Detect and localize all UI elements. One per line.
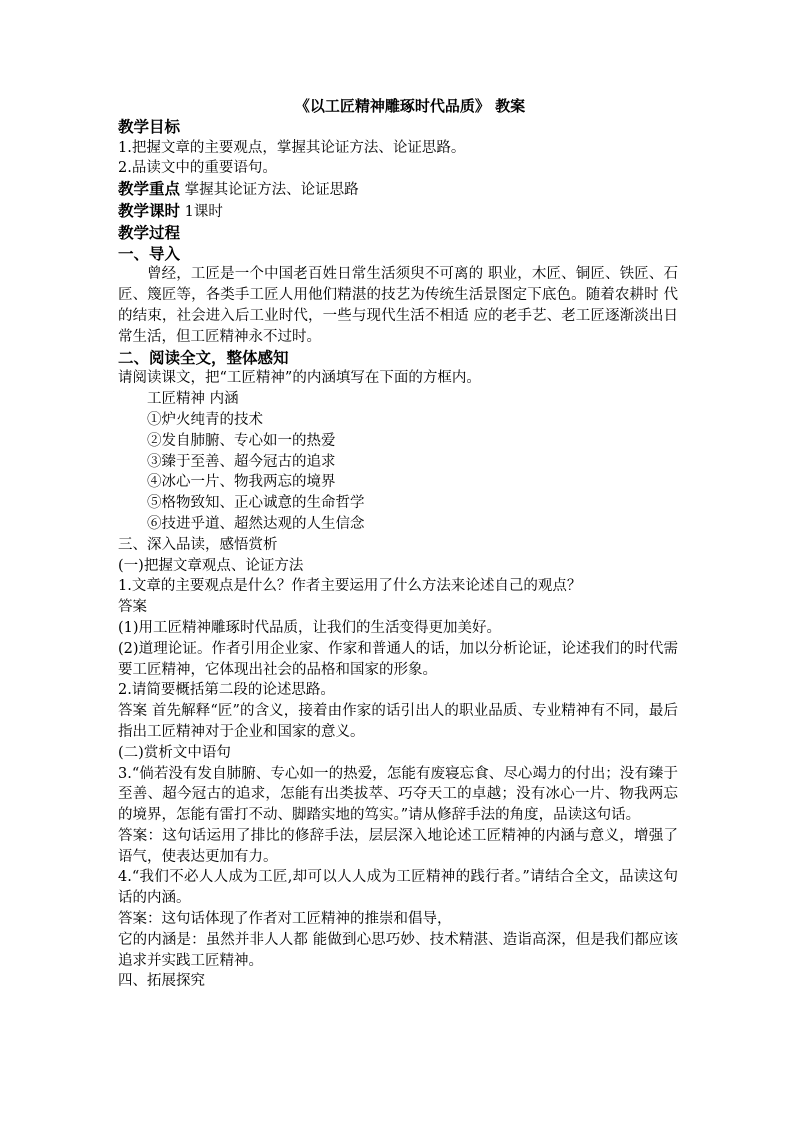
section3-sub2: (二)赏析文中语句 (118, 744, 231, 761)
objective-item-1: 1.把握文章的主要观点，掌握其论证方法、论证思路。 (118, 139, 466, 156)
section2-intro: 请阅读课文，把“工匠精神”的内涵填写在下面的方框内。 (118, 370, 481, 387)
section1-text: 曾经，工匠是一个中国老百姓日常生活须臾不可离的 职业，木匠、铜匠、铁匠、石匠、篾匠等，各类手工匠人用他们精湛的技艺为传统生活景图定下底色。随着农耕时 代的结束，社会进入后工业时代，一些与现代生活不相适 应的老手艺、老工匠逐渐淡出日常生活，但工匠精神永不过时。 (118, 266, 678, 345)
section2-item-6: ⑥技进乎道、超然达观的人生信念 (147, 515, 365, 532)
question-3: 3.“倘若没有发自肺腑、专心如一的热爱，怎能有废寝忘食、尽心竭力的付出；没有臻于至善、超今冠古的追求，怎能有出类拔萃、巧夺天工的卓越；没有冰心一片、物我两忘的境界，怎能有雷打不动、脚踏实地的笃实。”请从修辞手法的角度，品读这句话。 (118, 765, 678, 824)
section1-heading: 一、导入 (118, 243, 181, 263)
objectives-heading: 教学目标 (118, 116, 181, 136)
question-4: 4.“我们不必人人成为工匠,却可以人人成为工匠精神的践行者。”请结合全文，品读这句话的内涵。 (118, 869, 678, 907)
answer-3: 答案：这句话运用了排比的修辞手法，层层深入地论述工匠精神的内涵与意义，增强了语气，使表达更加有力。 (118, 827, 678, 865)
question-2: 2.请简要概括第二段的论述思路。 (118, 682, 335, 699)
document-title: 《以工匠精神雕琢时代品质》 教案 (294, 97, 526, 115)
answer-1-part-2: (2)道理论证。作者引用企业家、作家和普通人的话，加以分析论证，论述我们的时代需要工匠精神，它体现出社会的品格和国家的形象。 (118, 640, 678, 678)
section2-item-1: ①炉火纯青的技术 (147, 411, 263, 428)
answer-1-part-1: (1)用工匠精神雕琢时代品质，让我们的生活变得更加美好。 (118, 619, 502, 636)
focus-text: 掌握其论证方法、论证思路 (180, 182, 359, 199)
section2-item-3: ③臻于至善、超今冠古的追求 (147, 453, 336, 470)
section2-box-title: 工匠精神 内涵 (147, 391, 239, 408)
section2-item-2: ②发自肺腑、专心如一的热爱 (147, 432, 336, 449)
objective-item-2: 2.品读文中的重要语句。 (118, 160, 277, 177)
answer-4-part-2: 它的内涵是：虽然并非人人都 能做到心思巧妙、技术精湛、造诣高深，但是我们都应该追求并实践工匠精神。 (118, 931, 678, 969)
process-heading: 教学过程 (118, 222, 181, 242)
answer-2: 答案 首先解释“匠”的含义，接着由作家的话引出人的职业品质、专业精神有不同，最后指出工匠精神对于企业和国家的意义。 (118, 703, 678, 740)
focus-label: 教学重点 (118, 179, 181, 199)
section2-heading: 二、阅读全文，整体感知 (118, 347, 289, 367)
document-page (118, 96, 678, 992)
question-1: 1.文章的主要观点是什么？作者主要运用了什么方法来论述自己的观点？ (118, 578, 582, 595)
hours-line (118, 201, 678, 223)
hours-text: 1课时 (180, 203, 223, 220)
section4-heading: 四、拓展探究 (118, 973, 205, 990)
section3-heading: 三、深入品读，感悟赏析 (118, 536, 278, 553)
hours-label: 教学课时 (118, 200, 181, 220)
answer-label: 答案 (118, 599, 147, 616)
section2-item-5: ⑤格物致知、正心诚意的生命哲学 (147, 495, 365, 512)
section2-item-4: ④冰心一片、物我两忘的境界 (147, 474, 336, 491)
answer-4-part-1: 答案：这句话体现了作者对工匠精神的推崇和倡导， (118, 911, 452, 928)
section3-sub1: (一)把握文章观点、论证方法 (118, 557, 304, 574)
focus-line (118, 179, 678, 201)
